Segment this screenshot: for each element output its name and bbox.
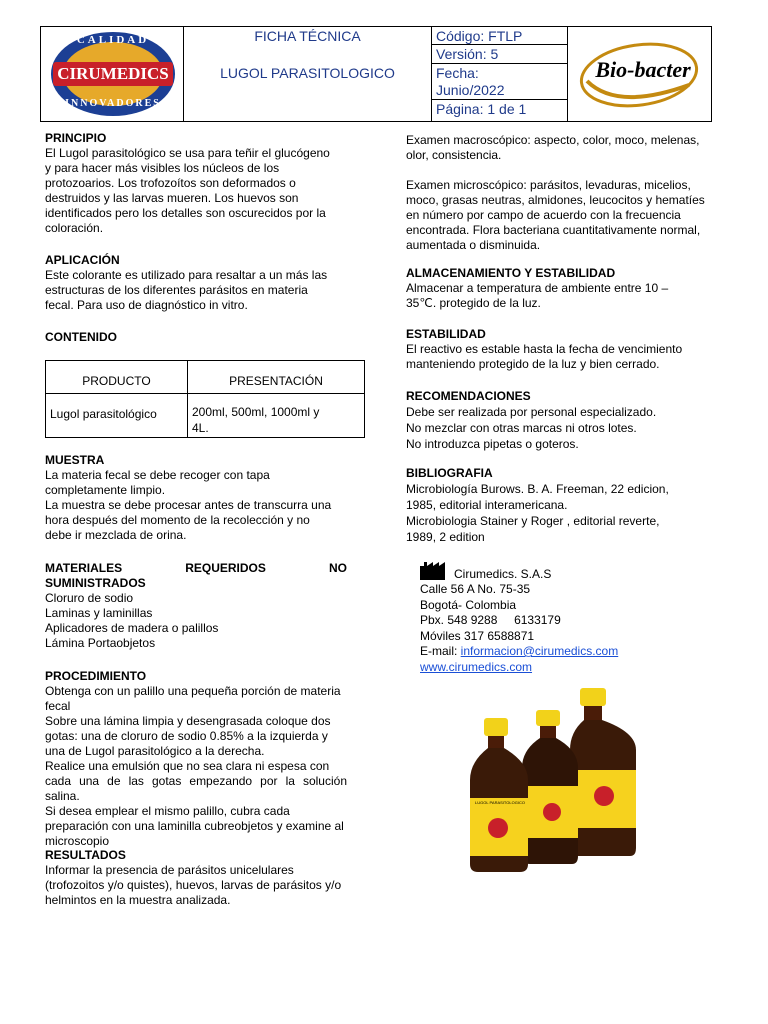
doc-type: FICHA TÉCNICA	[254, 28, 361, 44]
section-recomendaciones	[406, 388, 722, 452]
text-line: Obtenga con un palillo una pequeña porción de materia	[45, 684, 341, 698]
email-label: E-mail:	[420, 644, 461, 658]
text-line: El reactivo es estable hasta la fecha de vencimiento	[406, 342, 683, 356]
text-line: identificados pero los detalles son oscurecidos por la	[45, 206, 326, 220]
divider	[187, 361, 188, 437]
codigo: Código: FTLP	[436, 28, 523, 44]
text-line: La materia fecal se debe recoger con tapa	[45, 468, 270, 482]
text-line: aumentada o disminuida.	[406, 238, 541, 252]
table-cell: 4L.	[192, 421, 209, 435]
email-line	[420, 644, 618, 660]
text-line: Este colorante es utilizado para resaltar a un más las	[45, 268, 328, 282]
contact-block	[420, 582, 618, 675]
section-title: ESTABILIDAD	[406, 327, 486, 341]
section-bibliografia	[406, 465, 704, 545]
section-title: CONTENIDO	[45, 330, 117, 344]
section-title: PRINCIPIO	[45, 131, 107, 145]
section-title: APLICACIÓN	[45, 253, 120, 267]
web-line	[420, 660, 618, 676]
section-title: RECOMENDACIONES	[406, 389, 531, 403]
list-item: Cloruro de sodio	[45, 591, 134, 605]
section-title: BIBLIOGRAFIA	[406, 466, 493, 480]
section-title: MUESTRA	[45, 453, 105, 467]
table-header: PRODUCTO	[82, 374, 151, 388]
logo-top-text: CALIDAD	[76, 34, 150, 46]
pagina: Página: 1 de 1	[436, 101, 527, 117]
list-item: Laminas y laminillas	[45, 606, 153, 620]
logo-text: Bio-bacter	[595, 57, 691, 82]
divider	[567, 27, 568, 121]
list-item: Lámina Portaobjetos	[45, 636, 156, 650]
text-line: y para hacer más visibles los núcleos de los	[45, 161, 280, 175]
section-title: MATERIALES REQUERIDOS NO	[45, 561, 347, 575]
text-line: Microbiología Burows. B. A. Freeman, 22 edicion,	[406, 482, 669, 496]
text-line: moco, grasas neutras, almidones, leucocitos y hematíes	[406, 193, 705, 207]
text-line: en número por campo de acuerdo con la frecuencia	[406, 208, 681, 222]
product-name: LUGOL PARASITOLOGICO	[220, 65, 395, 81]
section-contenido	[45, 330, 347, 345]
text-line: Almacenar a temperatura de ambiente entre 10 –	[406, 281, 669, 295]
text-line: coloración.	[45, 221, 104, 235]
email-link[interactable]: informacion@cirumedics.com	[460, 644, 619, 658]
text-line: cada una de las gotas empezando por la solución salina.	[45, 774, 347, 803]
section-principio	[45, 131, 347, 236]
section-title: RESULTADOS	[45, 848, 126, 862]
text-line: completamente limpio.	[45, 483, 166, 497]
text-line: Si desea emplear el mismo palillo, cubra cada	[45, 804, 290, 818]
mobile: Móviles 317 6588871	[420, 628, 535, 643]
text-line: destruidos y las larvas mueren. Los huevos son	[45, 191, 299, 205]
fecha-value: Junio/2022	[436, 82, 505, 98]
section-aplicacion	[45, 253, 347, 313]
section-macroscopico	[406, 133, 722, 163]
text-line: Debe ser realizada por personal especializado.	[406, 405, 657, 419]
product-bottles-image	[466, 688, 638, 874]
table-cell: Lugol parasitológico	[50, 407, 157, 421]
city: Bogotá- Colombia	[420, 597, 517, 612]
logo-bottom-text: INNOVADORES	[65, 98, 161, 109]
text-line: Sobre una lámina limpia y desengrasada coloque dos	[45, 714, 331, 728]
section-estabilidad	[406, 327, 722, 372]
text-line: 35℃. protegido de la luz.	[406, 296, 541, 310]
list-item: Aplicadores de madera o palillos	[45, 621, 219, 635]
text-line: una de Lugol parasitológico a la derecha.	[45, 744, 265, 758]
section-microscopico	[406, 178, 722, 253]
text-line: Examen macroscópico: aspecto, color, moco, melenas,	[406, 133, 700, 147]
logo-text: CIRUMEDICS	[57, 64, 169, 83]
section-resultados	[45, 848, 361, 908]
section-almacenamiento	[406, 266, 722, 311]
bottle-label: LUGOL PARASITOLOGICO	[475, 800, 525, 805]
section-title: SUMINISTRADOS	[45, 576, 146, 590]
text-line: No introduzca pipetas o goteros.	[406, 437, 579, 451]
table-cell: 200ml, 500ml, 1000ml y	[192, 405, 320, 419]
text-line: No mezclar con otras marcas ni otros lotes.	[406, 421, 637, 435]
text-line: encontrada. Flora bacteriana cuantitativamente normal,	[406, 223, 701, 237]
version: Versión: 5	[436, 46, 499, 62]
text-line: preparación con una laminilla cubreobjetos y examine al	[45, 819, 344, 833]
text-line: Examen microscópico: parásitos, levaduras, micelios,	[406, 178, 691, 192]
text-line: Microbiologia Stainer y Roger , editorial reverte,	[406, 514, 660, 528]
text-line: Informar la presencia de parásitos unicelulares	[45, 863, 294, 877]
company-name: Cirumedics. S.A.S	[454, 567, 552, 581]
web-link[interactable]: www.cirumedics.com	[420, 659, 533, 674]
text-line: 1989, 2 edition	[406, 530, 485, 544]
section-title: PROCEDIMIENTO	[45, 669, 147, 683]
section-materiales	[45, 561, 347, 651]
text-line: manteniendo protegido de la luz y bien cerrado.	[406, 357, 660, 371]
factory-icon	[420, 560, 450, 580]
phone: Pbx. 548 9288 6133179	[420, 613, 561, 627]
text-line: Realice una emulsión que no sea clara ni espesa con	[45, 759, 330, 773]
table-header: PRESENTACIÓN	[229, 374, 323, 388]
text-line: gotas: una de cloruro de sodio 0.85% a la izquierda y	[45, 729, 328, 743]
section-muestra	[45, 453, 347, 543]
text-line: protozoarios. Los trofozoítos son deformados o	[45, 176, 296, 190]
text-line: estructuras de los diferentes parásitos en materia	[45, 283, 308, 297]
text-line: hora después del momento de la recolección y no	[45, 513, 310, 527]
text-line: 1985, editorial interamericana.	[406, 498, 568, 512]
text-line: helmintos en la muestra analizada.	[45, 893, 231, 907]
header-table	[40, 26, 712, 122]
product-table	[45, 360, 365, 438]
address: Calle 56 A No. 75-35	[420, 582, 531, 596]
text-line: fecal. Para uso de diagnóstico in vitro.	[45, 298, 248, 312]
cirumedics-logo	[47, 30, 179, 118]
text-line: El Lugol parasitológico se usa para teñir el glucógeno	[45, 146, 330, 160]
text-line: microscopio	[45, 834, 110, 848]
text-line: olor, consistencia.	[406, 148, 502, 162]
text-line: (trofozoitos y/o quistes), huevos, larvas de parásitos y/o	[45, 878, 342, 892]
section-title: ALMACENAMIENTO Y ESTABILIDAD	[406, 266, 616, 280]
text-line: fecal	[45, 699, 71, 713]
text-line: La muestra se debe procesar antes de transcurra una	[45, 498, 332, 512]
bio-bacter-logo	[577, 41, 705, 109]
divider	[46, 393, 364, 394]
section-procedimiento	[45, 669, 347, 849]
text-line: debe ir mezclada de orina.	[45, 528, 187, 542]
fecha-label: Fecha:	[436, 65, 479, 81]
